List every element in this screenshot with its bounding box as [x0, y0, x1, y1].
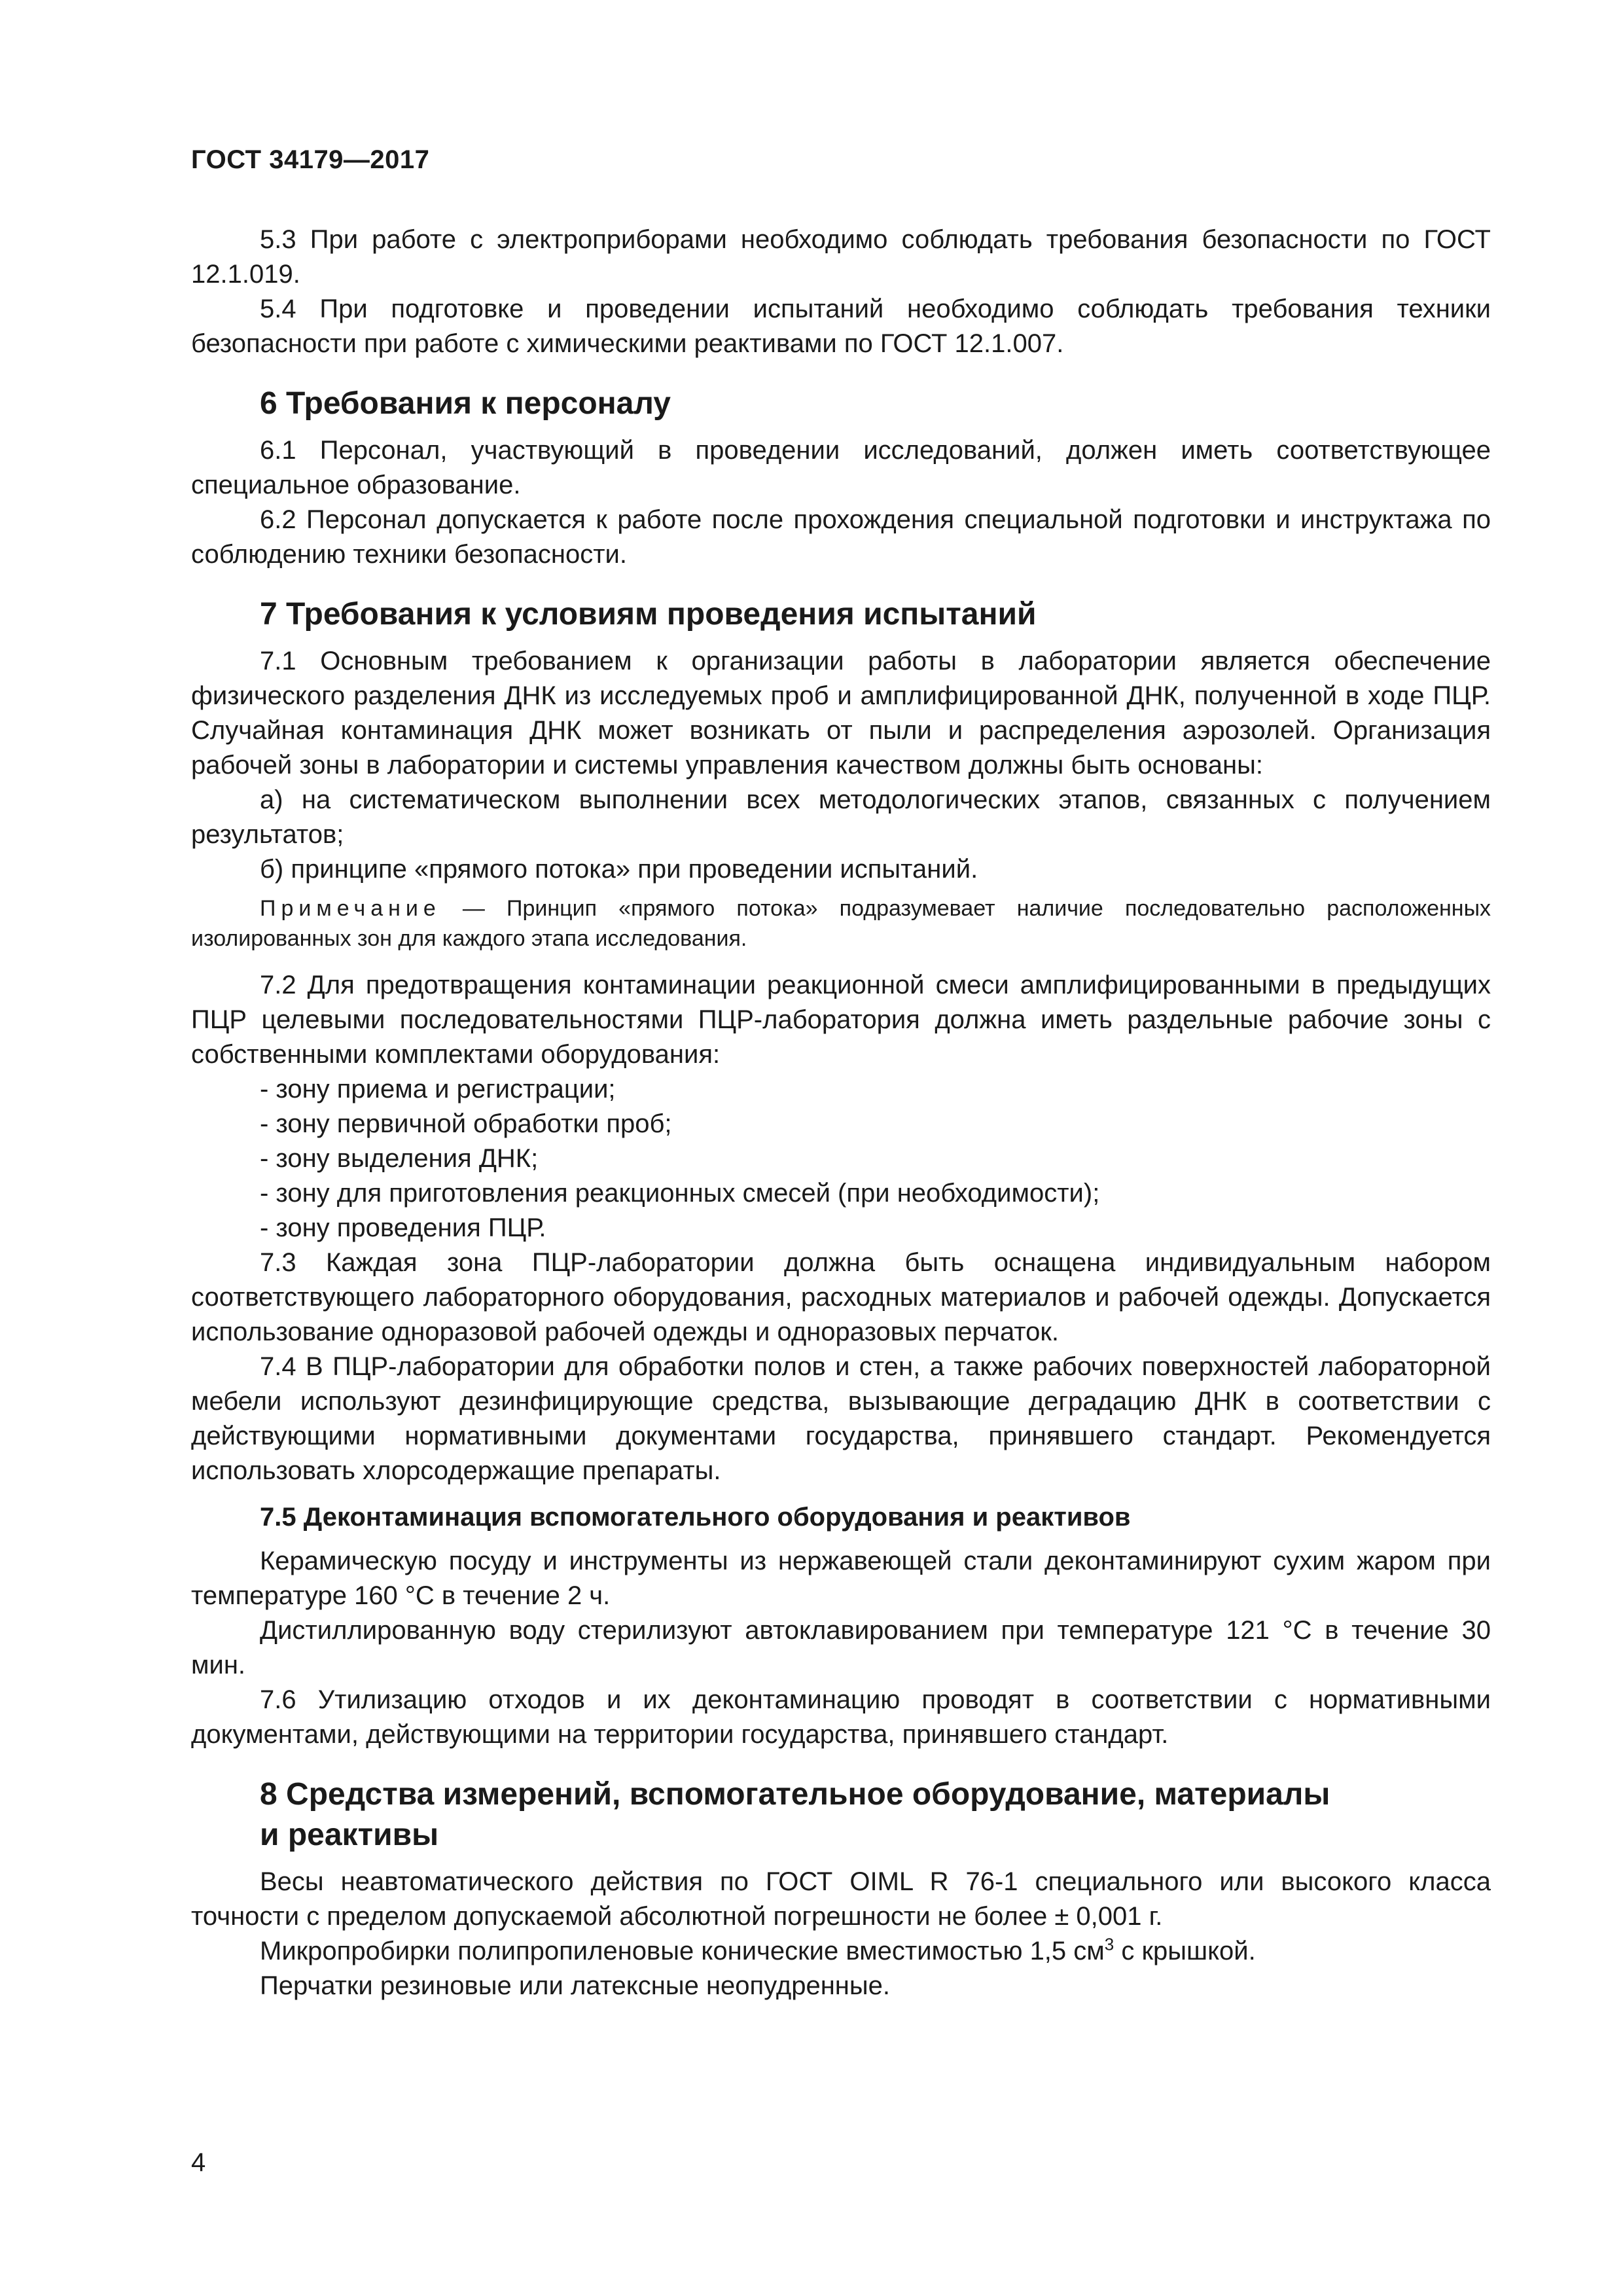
zone-item: - зону приема и регистрации; [260, 1075, 616, 1103]
page-number: 4 [191, 2148, 206, 2177]
section-8-title [191, 1774, 1491, 1856]
note-text: — Принцип «прямого потока» подразумевает наличие последовательно расположенных изолированных зон для каждого этапа исследования. [191, 896, 1491, 951]
paragraph-scales: Весы неавтоматического действия по ГОСТ OIML R 76-1 специального или высокого класса точности с пределом допускаемой абсолютной погрешности не более ± 0,001 г. [191, 1867, 1491, 1931]
zone-item: - зону для приготовления реакционных смесей (при необходимости); [260, 1179, 1100, 1208]
note [191, 893, 1491, 954]
microtubes-text-end: с крышкой. [1114, 1937, 1256, 1965]
paragraph-5-4: 5.4 При подготовке и проведении испытаний необходимо соблюдать требования техники безопасности при работе с химическими реактивами по ГОСТ 12.1.007. [191, 295, 1491, 358]
paragraph-7-5-a: Керамическую посуду и инструменты из нержавеющей стали деконтаминируют сухим жаром при температуре 160 °С в течение 2 ч. [191, 1547, 1491, 1610]
section-8-title-line2: и реактивы [260, 1818, 439, 1852]
section-7-title: 7 Требования к условиям проведения испытаний [260, 597, 1037, 632]
paragraph-7-1: 7.1 Основным требованием к организации работы в лаборатории является обеспечение физического разделения ДНК из исследуемых проб и амплифицированной ДНК, полученной в ходе ПЦР. Случайная контаминация ДНК может возникать от пыли и распределения аэрозолей. Организация рабочей зоны в лаборатории и системы управления качеством должны быть основаны: [191, 647, 1491, 780]
paragraph-6-2: 6.2 Персонал допускается к работе после прохождения специальной подготовки и инструктажа по соблюдению техники безопасности. [191, 505, 1491, 569]
paragraph-7-6: 7.6 Утилизацию отходов и их деконтаминацию проводят в соответствии с нормативными документами, действующими на территории государства, принявшего стандарт. [191, 1685, 1491, 1749]
zone-item: - зону выделения ДНК; [260, 1144, 539, 1173]
paragraph-6-1: 6.1 Персонал, участвующий в проведении исследований, должен иметь соответствующее специальное образование. [191, 436, 1491, 499]
document-code-header: ГОСТ 34179—2017 [191, 145, 430, 174]
note-label: Примечание [260, 896, 441, 921]
paragraph-5-3: 5.3 При работе с электроприборами необходимо соблюдать требования безопасности по ГОСТ 12.1.019. [191, 225, 1491, 289]
section-8-title-line1: 8 Средства измерений, вспомогательное оборудование, материалы [260, 1777, 1330, 1812]
list-item-b: б) принципе «прямого потока» при проведении испытаний. [260, 855, 978, 884]
superscript-3: 3 [1104, 1934, 1115, 1954]
section-6-title: 6 Требования к персоналу [260, 386, 671, 421]
zones-list [191, 1072, 1491, 1246]
microtubes-text: Микропробирки полипропиленовые конические вместимостью 1,5 см [260, 1937, 1105, 1965]
zone-item: - зону проведения ПЦР. [260, 1213, 546, 1242]
document-body [191, 223, 1491, 2003]
paragraph-microtubes [191, 1934, 1491, 1969]
paragraph-7-3: 7.3 Каждая зона ПЦР-лаборатории должна быть оснащена индивидуальным набором соответствующего лабораторного оборудования, расходных материалов и рабочей одежды. Допускается использование одноразовой рабочей одежды и одноразовых перчаток. [191, 1248, 1491, 1346]
subsection-7-5-title: 7.5 Деконтаминация вспомогательного оборудования и реактивов [260, 1503, 1131, 1532]
paragraph-7-5-b: Дистиллированную воду стерилизуют автоклавированием при температуре 121 °С в течение 30 мин. [191, 1616, 1491, 1679]
paragraph-7-2: 7.2 Для предотвращения контаминации реакционной смеси амплифицированными в предыдущих ПЦР целевыми последовательностями ПЦР-лаборатория должна иметь раздельные рабочие зоны с собственными комплектами оборудования: [191, 971, 1491, 1069]
zone-item: - зону первичной обработки проб; [260, 1109, 672, 1138]
list-item-a: а) на систематическом выполнении всех методологических этапов, связанных с получением результатов; [191, 785, 1491, 849]
paragraph-7-4: 7.4 В ПЦР-лаборатории для обработки полов и стен, а также рабочих поверхностей лабораторной мебели используют дезинфицирующие средства, вызывающие деградацию ДНК в соответствии с действующими нормативными документами государства, принявшего стандарт. Рекомендуется использовать хлорсодержащие препараты. [191, 1352, 1491, 1485]
paragraph-gloves: Перчатки резиновые или латексные неопудренные. [260, 1971, 890, 2000]
